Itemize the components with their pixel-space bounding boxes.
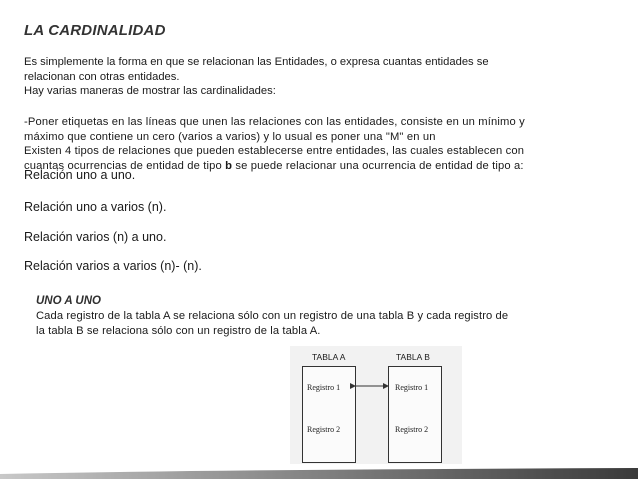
types-line: Existen 4 tipos de relaciones que pueden establecerse entre entidades, las cuales establecen con [24, 145, 525, 157]
relation-item: Relación uno a varios (n). [24, 200, 167, 214]
intro-line: relacionan con otras entidades. [24, 70, 180, 83]
double-arrow-icon [290, 346, 462, 464]
relation-item: Relación uno a uno. [24, 168, 136, 182]
table-a-label: TABLA A [312, 352, 346, 362]
one-to-one-diagram [290, 346, 462, 464]
section-title: UNO A UNO [36, 295, 101, 307]
slide-title: LA CARDINALIDAD [24, 22, 166, 39]
intro-line: Es simplemente la forma en que se relacionan las Entidades, o expresa cuantas entidades se [24, 56, 489, 68]
table-b-row: Registro 2 [395, 425, 429, 434]
intro-line: Hay varias maneras de mostrar las cardinalidades: [24, 85, 276, 97]
relation-item: Relación varios (n) a uno. [24, 230, 167, 244]
types-line: máximo que contiene un cero (varios a varios) y lo usual es poner una "M" en un [24, 130, 436, 143]
footer-bar [0, 468, 638, 479]
types-paragraph [24, 115, 624, 173]
table-b-label: TABLA B [396, 352, 430, 362]
bold-letter: b [225, 159, 233, 172]
section-line: Cada registro de la tabla A se relaciona sólo con un registro de una tabla B y cada registro de [36, 310, 509, 322]
table-a-row: Registro 1 [307, 383, 341, 392]
types-line: -Poner etiquetas en las líneas que unen las relaciones con las entidades, consiste en un mínimo y [24, 116, 525, 128]
table-a-row: Registro 2 [307, 425, 341, 434]
table-b-row: Registro 1 [395, 383, 429, 392]
intro-paragraph [24, 55, 624, 99]
section-line: la tabla B se relaciona sólo con un registro de la tabla A. [36, 325, 321, 337]
section-text [36, 309, 596, 339]
types-line-part: se puede relacionar una ocurrencia de entidad de tipo a: [232, 159, 524, 172]
types-line-part: cuantas ocurrencias de entidad de tipo [24, 159, 226, 172]
relation-item: Relación varios a varios (n)- (n). [24, 259, 202, 273]
